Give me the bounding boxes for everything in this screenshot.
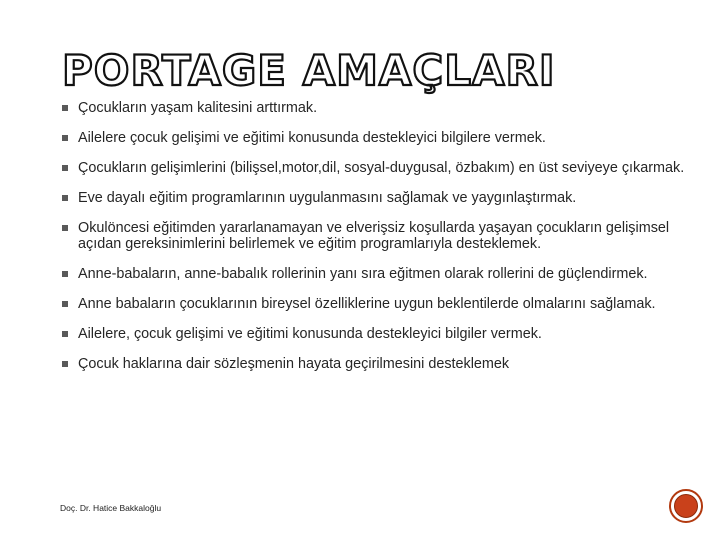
bullet-item — [60, 266, 685, 282]
square-bullet-icon — [62, 105, 68, 111]
bullet-item — [60, 220, 685, 252]
bullet-text: Anne babaların çocuklarının bireysel özelliklerine uygun beklentilerde olmalarını sağlamak. — [78, 296, 656, 312]
square-bullet-icon — [62, 195, 68, 201]
bullet-item — [60, 296, 685, 312]
circle-nav-icon — [674, 494, 698, 518]
bullet-text: Eve dayalı eğitim programlarının uygulanmasını sağlamak ve yaygınlaştırmak. — [78, 190, 577, 206]
bullet-item — [60, 160, 685, 176]
bullet-text: Çocukların yaşam kalitesini arttırmak. — [78, 100, 318, 116]
bullet-item — [60, 130, 685, 146]
bullet-list — [60, 100, 685, 386]
square-bullet-icon — [62, 165, 68, 171]
square-bullet-icon — [62, 225, 68, 231]
bullet-item — [60, 100, 685, 116]
footer-author: Doç. Dr. Hatice Bakkaloğlu — [60, 503, 162, 513]
square-bullet-icon — [62, 361, 68, 367]
square-bullet-icon — [62, 271, 68, 277]
bullet-text: Anne-babaların, anne-babalık rollerinin yanı sıra eğitmen olarak rollerini de güçlendirmek. — [78, 266, 648, 282]
next-slide-button[interactable] — [669, 489, 703, 523]
bullet-text: Ailelere, çocuk gelişimi ve eğitimi konusunda destekleyici bilgiler vermek. — [78, 326, 542, 342]
bullet-item — [60, 356, 685, 372]
square-bullet-icon — [62, 331, 68, 337]
bullet-text: Çocuk haklarına dair sözleşmenin hayata geçirilmesini desteklemek — [78, 356, 510, 372]
square-bullet-icon — [62, 301, 68, 307]
bullet-text: Ailelere çocuk gelişimi ve eğitimi konusunda destekleyici bilgilere vermek. — [78, 130, 546, 146]
bullet-item — [60, 326, 685, 342]
bullet-item — [60, 190, 685, 206]
bullet-text: Çocukların gelişimlerini (bilişsel,motor,dil, sosyal-duygusal, özbakım) en üst seviyeye çıkarmak. — [78, 160, 685, 176]
slide-title: PORTAGE AMAÇLARI — [62, 46, 556, 95]
square-bullet-icon — [62, 135, 68, 141]
bullet-text: Okulöncesi eğitimden yararlanamayan ve elverişsiz koşullarda yaşayan çocukların gelişimsel açıdan gereksinimlerini belirlemek ve eğitim programlarıyla desteklemek. — [78, 220, 670, 252]
